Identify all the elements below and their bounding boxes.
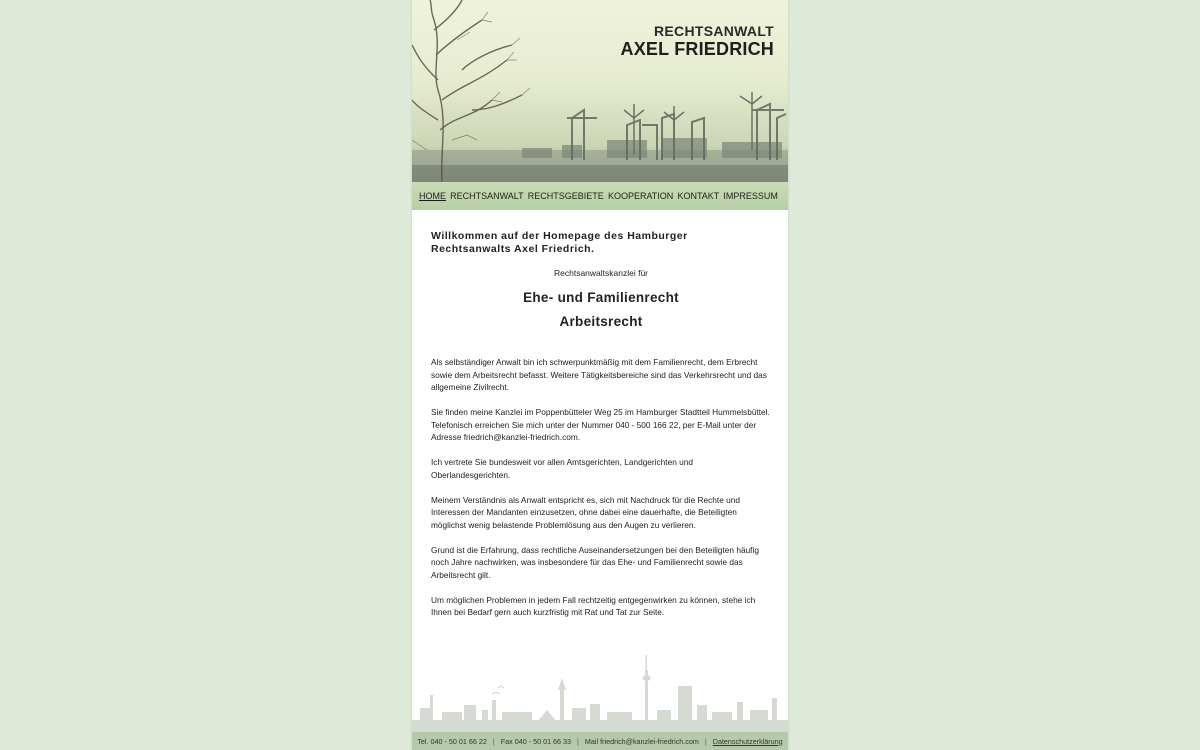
footer-separator: | bbox=[704, 736, 707, 746]
page-container bbox=[412, 0, 788, 750]
paragraph: Um möglichen Problemen in jedem Fall rechtzeitig entgegenwirken zu können, stehe ich Ihnen bei Bedarf gern auch kurzfristig mit Rat und Tat zur Seite. bbox=[431, 594, 756, 617]
nav-kooperation[interactable]: KOOPERATION bbox=[607, 191, 674, 201]
welcome-heading: Willkommen auf der Homepage des Hamburger Rechtsanwalts Axel Friedrich. bbox=[431, 230, 688, 255]
paragraph: Grund ist die Erfahrung, dass rechtliche Auseinandersetzungen bei den Beteiligten häufig noch Jahre nachwirken, was insbesondere für das Ehe- und Familienrecht sowie das Arbeitsrecht gilt. bbox=[431, 544, 759, 580]
brand-name: AXEL FRIEDRICH bbox=[620, 39, 774, 59]
footer-separator: | bbox=[577, 736, 579, 746]
practice-area-family-law: Ehe- und Familienrecht bbox=[523, 290, 679, 305]
main-navigation bbox=[412, 182, 788, 210]
nav-rechtsanwalt[interactable]: RECHTSANWALT bbox=[450, 191, 524, 201]
brand-title: RECHTSANWALT bbox=[654, 23, 774, 39]
hamburg-skyline-illustration bbox=[412, 650, 788, 740]
footer-fax: Fax 040 - 50 01 66 33 bbox=[500, 736, 572, 746]
footer-separator: | bbox=[492, 736, 495, 746]
intro-text bbox=[431, 356, 771, 619]
footer-email: Mail friedrich@kanzlei-friedrich.com bbox=[584, 736, 699, 746]
practice-area-labor-law: Arbeitsrecht bbox=[559, 314, 643, 329]
nav-rechtsgebiete[interactable]: RECHTSGEBIETE bbox=[527, 191, 604, 201]
paragraph: Sie finden meine Kanzlei im Poppenbütteler Weg 25 im Hamburger Stadtteil Hummelsbüttel. Telefonisch erreichen Sie mich unter der Nummer 040 - 500 166 22, per E-Mail unter der Adresse friedrich@kanzlei-friedrich.com. bbox=[431, 407, 770, 442]
privacy-policy-link[interactable]: Datenschutzerklärung bbox=[712, 736, 783, 746]
nav-kontakt[interactable]: KONTAKT bbox=[677, 191, 720, 201]
nav-impressum[interactable]: IMPRESSUM bbox=[723, 191, 778, 201]
paragraph: Als selbständiger Anwalt bin ich schwerpunktmäßig mit dem Familienrecht, dem Erbrecht sowie dem Arbeitsrecht befasst. Weitere Tätigkeitsbereiche sind das Verkehrsrecht und das allgemeine Zivilrecht. bbox=[431, 357, 767, 392]
main-content bbox=[431, 230, 771, 631]
paragraph: Ich vertrete Sie bundesweit vor allen Amtsgerichten, Landgerichten und Oberlandesgerichten. bbox=[431, 457, 693, 480]
paragraph: Meinem Verständnis als Anwalt entspricht es, sich mit Nachdruck für die Rechte und Interessen der Mandanten einzusetzen, ohne dabei eine dauerhafte, die Beteiligten möglichst wenig belastende Problemlösung aus den Augen zu verlieren. bbox=[431, 494, 740, 530]
nav-home[interactable]: HOME bbox=[419, 191, 446, 201]
header-banner bbox=[412, 0, 788, 182]
footer-phone: Tel. 040 - 50 01 66 22 bbox=[417, 736, 487, 746]
footer-bar bbox=[412, 732, 788, 750]
firm-subtitle: Rechtsanwaltskanzlei für bbox=[553, 268, 648, 278]
